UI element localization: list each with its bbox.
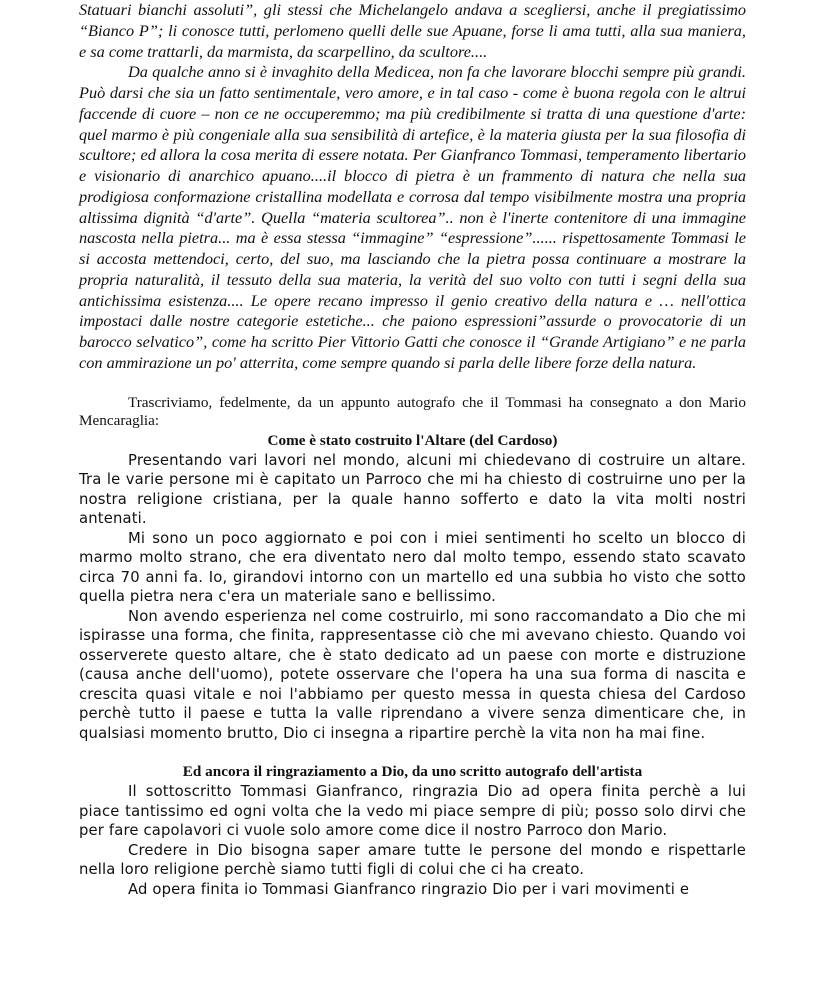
- section-heading-altar: Come è stato costruito l'Altare (del Cardoso): [267, 431, 558, 449]
- intro-paragraph-1: Statuari bianchi assoluti”, gli stessi che Michelangelo andava a scegliersi, anche il pregiatissimo “Bianco P”; li conosce tutti, perlomeno quelli delle sue Apuane, forse li ama tutti, alla sua maniera, e sa come trattarli, da marmista, da scarpellino, da scultore....: [79, 0, 746, 61]
- thanks-paragraph-2: Credere in Dio bisogna saper amare tutte le persone del mondo e rispettarle nella loro religione perchè siamo tutti figli di colui che ci ha creato.: [79, 841, 746, 878]
- document-page: [79, 0, 746, 899]
- thanks-paragraph-3: Ad opera finita io Tommasi Gianfranco ringrazio Dio per i vari movimenti e: [128, 880, 690, 898]
- altar-paragraph-1: Presentando vari lavori nel mondo, alcuni mi chiedevano di costruire un altare. Tra le varie persone mi è capitato un Parroco che mi ha chiesto di costruirne uno per la nostra religione cristiana, per la quale hanno sofferto e dato la vita molti nostri antenati.: [79, 451, 746, 527]
- thanks-paragraph-1: Il sottoscritto Tommasi Gianfranco, ringrazia Dio ad opera finita perchè a lui piace tantissimo ed ogni volta che la vedo mi piace sempre di più; posso solo dirvi che per fare capolavori ci vuole solo amore come dice il nostro Parroco don Mario.: [79, 783, 746, 839]
- section-heading-thanks: Ed ancora il ringraziamento a Dio, da uno scritto autografo dell'artista: [182, 763, 643, 780]
- altar-paragraph-3: Non avendo esperienza nel come costruirlo, mi sono raccomandato a Dio che mi ispirasse una forma, che finita, rappresentasse ciò che mi avevano chiesto. Quando voi osserverete questo altare, che è stato dedicato ad un paese con morte e distruzione (causa anche dell'uomo), potete osservare che l'opera ha una sua forma di nascita e crescita quasi vitale e noi l'abbiamo per questo messa in questa chiesa del Cardoso perchè tutto il paese e tutta la valle riprendano a vivere senza dimenticare che, in qualsiasi momento brutto, Dio ci insegna a ripartire perchè la vita non ha mai fine.: [79, 607, 746, 742]
- spacer: [79, 374, 746, 394]
- intro-paragraph-2: Da qualche anno si è invaghito della Medicea, non fa che lavorare blocchi sempre più grandi. Può darsi che sia un fatto sentimentale, vero amore, e in tal caso - come è buona regola con le altrui faccende di cuore – non ce ne occuperemmo; ma più credibilmente si tratta di una questione d'arte: quel marmo è più congeniale alla sua sensibilità di artefice, è la materia giusta per la sua filosofia di scultore; ed allora la cosa merita di essere notata. Per Gianfranco Tommasi, temperamento libertario e visionario di anarchico apuano....il blocco di pietra è un frammento di natura che nella sua prodigiosa conformazione cristallina modellata e corrosa dal tempo visibilmente mostra una propria altissima dignità “d'arte”. Quella “materia scultorea”.. non è l'inerte contenitore di una immagine nascosta nella pietra... ma è essa stessa “immagine” “espressione”...... rispettosamente Tommasi le si accosta mettendoci, certo, del suo, ma lasciando che la pietra possa continuare a mostrare la propria naturalità, il tessuto della sua materia, la verità del suo volto con tutti i segni della sua antichissima esistenza.... Le opere recano impresso il genio creativo della natura e … nell'ottica impostaci dalle nostre categorie estetiche... che paiono espressioni”assurde o provocatorie di un barocco selvatico”, come ha scritto Pier Vittorio Gatti che conosce il “Grande Artigiano” e ne parla con ammirazione un po' atterrita, come sempre quando si parla delle libere forze della natura.: [79, 62, 746, 372]
- altar-paragraph-2: Mi sono un poco aggiornato e poi con i miei sentimenti ho scelto un blocco di marmo molto strano, che era diventato nero dal molto tempo, essendo stato scavato circa 70 anni fa. Io, girandovi intorno con un martello ed una subbia ho visto che sotto quella pietra nera c'era un materiale sano e bellissimo.: [79, 529, 746, 605]
- transcription-note: Trascriviamo, fedelmente, da un appunto autografo che il Tommasi ha consegnato a don Mario Mencaraglia:: [79, 393, 746, 429]
- spacer: [79, 743, 746, 762]
